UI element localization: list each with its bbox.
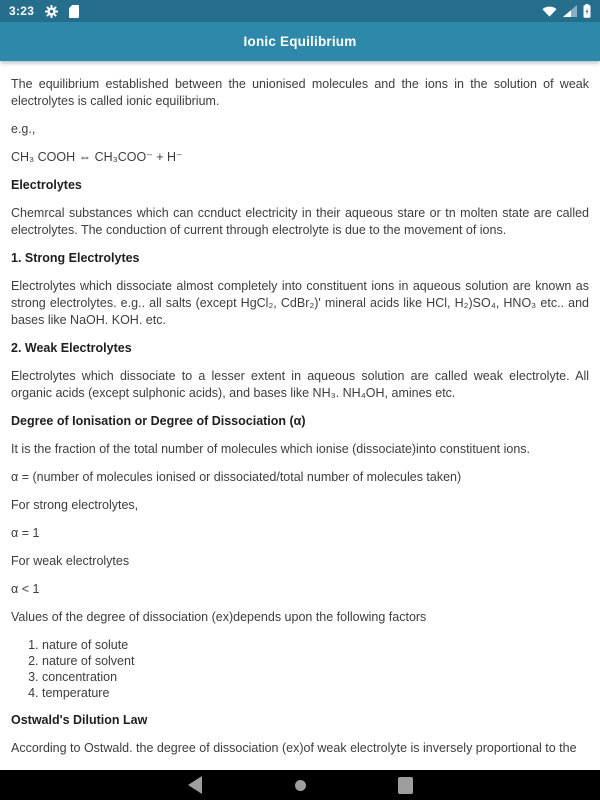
- clock: 3:23: [9, 4, 35, 18]
- home-button[interactable]: [290, 775, 310, 795]
- paragraph-strong-electrolytes: Electrolytes which dissociate almost completely into constituent ions in aqueous solution are known as strong electrolytes. e.g.. all salts (except HgCl₂, CdBr₂)' mineral acids like HCl, H₂)SO₄, HNO₃ etc.. and bases like NaOH. KOH. etc.: [11, 279, 589, 327]
- paragraph-for-strong: For strong electrolytes,: [11, 498, 139, 512]
- status-bar: [0, 0, 600, 22]
- page-title: Ionic Equilibrium: [243, 34, 357, 49]
- gear-icon: [45, 5, 58, 18]
- list-item: 1. nature of solute: [42, 637, 589, 653]
- paragraph-alpha-equals-one: α = 1: [11, 526, 40, 540]
- back-button[interactable]: [185, 775, 205, 795]
- status-bar-right: [542, 4, 591, 18]
- paragraph-values-intro: Values of the degree of dissociation (ex)depends upon the following factors: [11, 610, 427, 624]
- heading-electrolytes: Electrolytes: [11, 178, 82, 192]
- paragraph-ostwald: According to Ostwald. the degree of dissociation (ex)of weak electrolyte is inversely proportional to the: [11, 741, 577, 755]
- paragraph-electrolytes: Chemrcal substances which can ccnduct electricity in their aqueous stare or tn molten state are called electrolytes. The conduction of current through electrolyte is due to the movement of ions.: [11, 206, 589, 237]
- paragraph-eg: e.g.,: [11, 122, 36, 136]
- paragraph-for-weak: For weak electrolytes: [11, 554, 130, 568]
- paragraph-degree-definition: It is the fraction of the total number of molecules which ionise (dissociate)into constituent ions.: [11, 442, 531, 456]
- recents-icon: [398, 777, 413, 794]
- heading-ostwald-law: Ostwald's Dilution Law: [11, 713, 148, 727]
- factors-list: [11, 637, 589, 701]
- paragraph-alpha-formula: α = (number of molecules ionised or dissociated/total number of molecules taken): [11, 470, 462, 484]
- battery-charging-icon: [583, 4, 591, 18]
- list-item: 3. concentration: [42, 669, 589, 685]
- list-item: 4. temperature: [42, 685, 589, 701]
- paragraph-alpha-less-than-one: α < 1: [11, 582, 40, 596]
- heading-weak-electrolytes: 2. Weak Electrolytes: [11, 341, 132, 355]
- recents-button[interactable]: [395, 775, 415, 795]
- list-item: 2. nature of solvent: [42, 653, 589, 669]
- wifi-icon: [542, 5, 557, 17]
- app-bar: [0, 22, 600, 61]
- home-icon: [295, 780, 306, 791]
- back-icon: [188, 776, 203, 794]
- status-bar-left: [9, 4, 79, 18]
- chemical-equation: CH₃ COOH ⇔ CH₃COO⁻ + H⁻: [11, 150, 183, 164]
- heading-degree-of-ionisation: Degree of Ionisation or Degree of Dissociation (α): [11, 414, 306, 428]
- sd-card-icon: [69, 5, 79, 18]
- cell-signal-icon: [563, 5, 577, 17]
- content-scroll-area[interactable]: [0, 61, 600, 770]
- paragraph-intro: The equilibrium established between the unionised molecules and the ions in the solution of weak electrolytes is called ionic equilibrium.: [11, 77, 589, 108]
- paragraph-weak-electrolytes: Electrolytes which dissociate to a lesser extent in aqueous solution are called weak electrolyte. All organic acids (except sulphonic acids), and bases like NH₃. NH₄OH, amines etc.: [11, 369, 589, 400]
- android-nav-bar: [0, 770, 600, 800]
- heading-strong-electrolytes: 1. Strong Electrolytes: [11, 251, 140, 265]
